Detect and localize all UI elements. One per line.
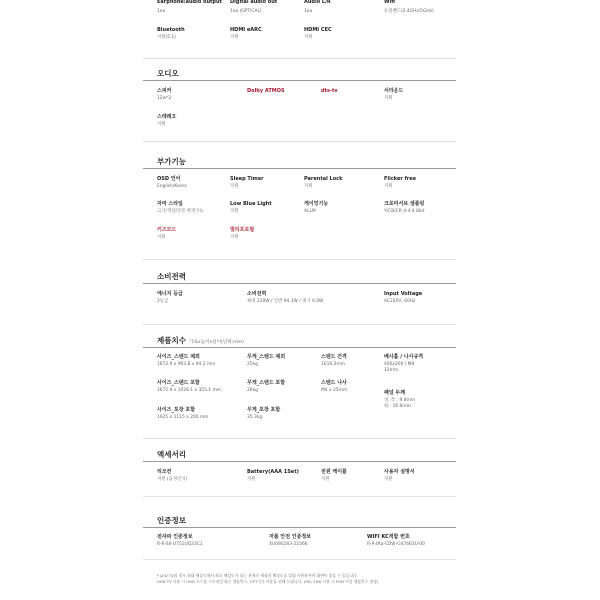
spec-value: 1672.9 x 1028.1 x 355.1 mm xyxy=(157,388,222,393)
spec-label: dts-tv xyxy=(321,88,338,94)
spec-value: 지원 xyxy=(157,122,166,127)
spec-value: 지원 xyxy=(230,209,239,214)
spec-value: ALLM xyxy=(304,209,316,214)
spec-label: 패널 두께 xyxy=(384,390,406,396)
spec-label: 크로마서브 샘플링 xyxy=(384,201,425,207)
divider xyxy=(143,438,456,439)
spec-flicker-free xyxy=(384,176,460,190)
spec-hdmi-earc xyxy=(230,27,306,41)
spec-weight-with-package xyxy=(247,407,323,421)
spec-weight-no-stand xyxy=(247,354,323,368)
divider xyxy=(143,259,456,260)
spec-battery xyxy=(247,469,323,483)
spec-speaker xyxy=(157,88,233,102)
spec-value: M4 x 25mm xyxy=(321,388,348,393)
section-title: 오디오 xyxy=(157,69,179,78)
spec-value: R-R-tRa-CDW-G47663U-00 xyxy=(367,542,425,547)
spec-surround xyxy=(384,88,460,102)
spec-label: Dolby ATMOS xyxy=(247,88,285,94)
spec-value: 1ea (OPTICAL) xyxy=(230,9,262,14)
divider xyxy=(143,141,456,142)
spec-value: 듀얼밴드(2.4GHz/5GHz) xyxy=(384,9,434,14)
spec-value: 12w*2 xyxy=(157,96,172,101)
section-title xyxy=(157,335,244,346)
spec-weight-with-stand xyxy=(247,380,323,394)
spec-kids-mode xyxy=(157,227,233,241)
section-title: 소비전력 xyxy=(157,272,186,281)
spec-panel-thickness xyxy=(384,390,460,409)
spec-digital-audio-out xyxy=(230,0,306,15)
spec-value: 지원 xyxy=(304,184,313,189)
spec-label: Low Blue Light xyxy=(230,201,272,207)
spec-value-line2: 하 : 16.6mm xyxy=(384,403,411,409)
spec-value: 크기/색상/글꼴 변경기능 xyxy=(157,209,204,214)
spec-subtitle-style xyxy=(157,201,233,215)
divider xyxy=(143,527,456,528)
section-title: 액세서리 xyxy=(157,450,186,459)
spec-emc-cert xyxy=(157,534,233,548)
spec-label: HDMI CEC xyxy=(304,27,332,33)
spec-value: 1ea xyxy=(157,9,166,14)
spec-value: 지원 xyxy=(384,96,393,101)
spec-value: 지원 xyxy=(321,477,330,482)
spec-value: 1616.3mm xyxy=(321,362,345,367)
spec-label: 소비전력 xyxy=(247,291,267,297)
spec-label: Digital audio out xyxy=(230,0,278,5)
divider xyxy=(143,168,456,169)
spec-label: 리모컨 xyxy=(157,469,172,475)
spec-user-manual xyxy=(384,469,460,483)
spec-label: OSD 언어 xyxy=(157,176,181,182)
spec-osd-language xyxy=(157,176,233,190)
spec-size-no-stand xyxy=(157,354,233,368)
spec-stereo xyxy=(157,114,233,128)
spec-label: Parental Lock xyxy=(304,176,343,182)
spec-value: Y/CB/CR 4:4:4 8bit xyxy=(384,209,425,214)
spec-label: 서라운드 xyxy=(384,88,404,94)
spec-value: 지원 xyxy=(230,184,239,189)
divider xyxy=(143,347,456,348)
spec-value: 지원 xyxy=(230,235,239,240)
spec-label: 자막 스타일 xyxy=(157,201,183,207)
spec-value: AC220V, 60Hz xyxy=(384,299,416,304)
divider xyxy=(143,80,456,81)
spec-wifi xyxy=(384,0,460,15)
spec-label: Battery(AAA 1Set) xyxy=(247,469,299,475)
spec-label: 스탠드 간격 xyxy=(321,354,347,360)
spec-value-line2: 12mm xyxy=(384,367,399,373)
spec-value: 지원 xyxy=(247,477,256,482)
spec-label: 사용자 설명서 xyxy=(384,469,415,475)
spec-input-voltage xyxy=(384,291,460,305)
accessories-section xyxy=(143,447,456,502)
spec-label: 스피커 xyxy=(157,88,172,94)
spec-label: 멀티프로필 xyxy=(230,227,255,233)
spec-safety-cert xyxy=(269,534,345,548)
spec-multi-profile xyxy=(230,227,306,241)
spec-label: 게이밍기능 xyxy=(304,201,329,207)
divider xyxy=(143,461,456,462)
spec-earphone-output xyxy=(157,0,233,15)
divider xyxy=(143,324,456,325)
spec-value: 1ea xyxy=(304,9,313,14)
spec-value: R-R-SII-U751UQ23C1 xyxy=(157,542,203,547)
spec-value: 1925 x 1115 x 200 mm xyxy=(157,415,209,420)
spec-bluetooth xyxy=(157,27,233,41)
spec-sheet xyxy=(143,0,456,600)
spec-label: 스테레오 xyxy=(157,114,177,120)
spec-chroma-subsampling xyxy=(384,201,460,215)
spec-label: 사이즈_스탠드 포함 xyxy=(157,380,200,386)
spec-label: HDMI eARC xyxy=(230,27,262,33)
spec-label: 사이즈_스탠드 제외 xyxy=(157,354,200,360)
spec-dolby-atmos xyxy=(247,88,323,94)
spec-label: Input Voltage xyxy=(384,291,423,297)
power-section xyxy=(143,269,456,329)
spec-label: 베사홀 / 나사규격 xyxy=(384,354,424,360)
audio-section xyxy=(143,66,456,146)
dimensions-section xyxy=(143,333,456,443)
spec-value: 1672.9 x 963.8 x 94.2 mm xyxy=(157,362,216,367)
spec-label: 전원 케이블 xyxy=(321,469,347,475)
spec-low-blue-light xyxy=(230,201,306,215)
spec-power-consumption xyxy=(247,291,377,305)
spec-label: Wifi xyxy=(384,0,395,5)
spec-value: 상, 측 : 9.8mm xyxy=(384,398,416,403)
divider xyxy=(143,283,456,284)
spec-size-with-stand xyxy=(157,380,233,394)
connectivity-section xyxy=(143,0,456,62)
spec-value: 지원 xyxy=(384,477,393,482)
section-title: 인증정보 xyxy=(157,516,186,525)
spec-value: 26kg xyxy=(247,388,258,393)
spec-hdmi-cec xyxy=(304,27,380,41)
spec-gaming xyxy=(304,201,380,215)
section-subtitle: 가로x높이x깊이(단위:mm) xyxy=(188,340,245,345)
spec-wifi-kc xyxy=(367,534,456,548)
section-title-text: 제품치수 xyxy=(157,336,186,345)
spec-label: Earphone/audio output xyxy=(157,0,222,5)
spec-value: 최대 220W / 일반 94.3W / 대기 0.4W xyxy=(247,299,324,304)
spec-energy-grade xyxy=(157,291,233,305)
spec-vesa xyxy=(384,354,460,373)
spec-size-with-package xyxy=(157,407,233,421)
divider xyxy=(143,496,456,497)
spec-value: 지원(5.1) xyxy=(157,35,176,40)
spec-value: 25kg xyxy=(247,362,258,367)
spec-label: 무게_포장 포함 xyxy=(247,407,281,413)
footnote-line-2: UHD TV 사용 시 UHD 소스를 스트리밍 하는 셋톱박스, OTT기기 사용을 권해 드립니다. (HD, FHD 사용 시 FHD 이상 셋톱박스 권장) xyxy=(157,579,379,584)
features-section xyxy=(143,154,456,264)
spec-value: 400x200 / M8 xyxy=(384,362,415,367)
spec-parental-lock xyxy=(304,176,380,190)
section-title: 부가기능 xyxy=(157,157,186,166)
spec-value: 지원 xyxy=(304,35,313,40)
spec-label: Sleep Timer xyxy=(230,176,264,182)
spec-label: 사이즈_포장 포함 xyxy=(157,407,196,413)
footnote-line-1: * LED TV의 경우 최대 해상도에서 최소 해상도가 되는 관계로 제품의 해상도를 맞춰 사용하셔야 화면이 좋을 수 있습니다. xyxy=(157,573,359,578)
spec-remote xyxy=(157,469,233,483)
spec-label: 저품 안전 인증정보 xyxy=(269,534,312,540)
spec-value: 지원 xyxy=(157,235,166,240)
spec-label: Flicker free xyxy=(384,176,417,182)
spec-label: 전자파 인증정보 xyxy=(157,534,193,540)
spec-value: XU090283-21066 xyxy=(269,542,308,547)
spec-label: WIFI KC적합 번호 xyxy=(367,534,410,540)
spec-label: 무게_스탠드 제외 xyxy=(247,354,286,360)
spec-value: 지원 xyxy=(230,35,239,40)
spec-sleep-timer xyxy=(230,176,306,190)
spec-label: 에너지 등급 xyxy=(157,291,183,297)
spec-label: Bluetooth xyxy=(157,27,185,33)
spec-value: 2등급 xyxy=(157,299,169,304)
divider xyxy=(143,559,456,560)
divider xyxy=(143,58,456,59)
spec-label: 무게_스탠드 포함 xyxy=(247,380,286,386)
spec-value: English/Korea xyxy=(157,184,187,189)
spec-label: 스탠드 나사 xyxy=(321,380,347,386)
certification-section xyxy=(143,513,456,563)
spec-value: 35.3kg xyxy=(247,415,263,420)
spec-value: 지원 xyxy=(384,184,393,189)
spec-label: Audio L/R xyxy=(304,0,331,5)
spec-value: 지원 (음성인식) xyxy=(157,477,188,482)
spec-label: 키즈모드 xyxy=(157,227,177,233)
spec-audio-lr xyxy=(304,0,380,15)
